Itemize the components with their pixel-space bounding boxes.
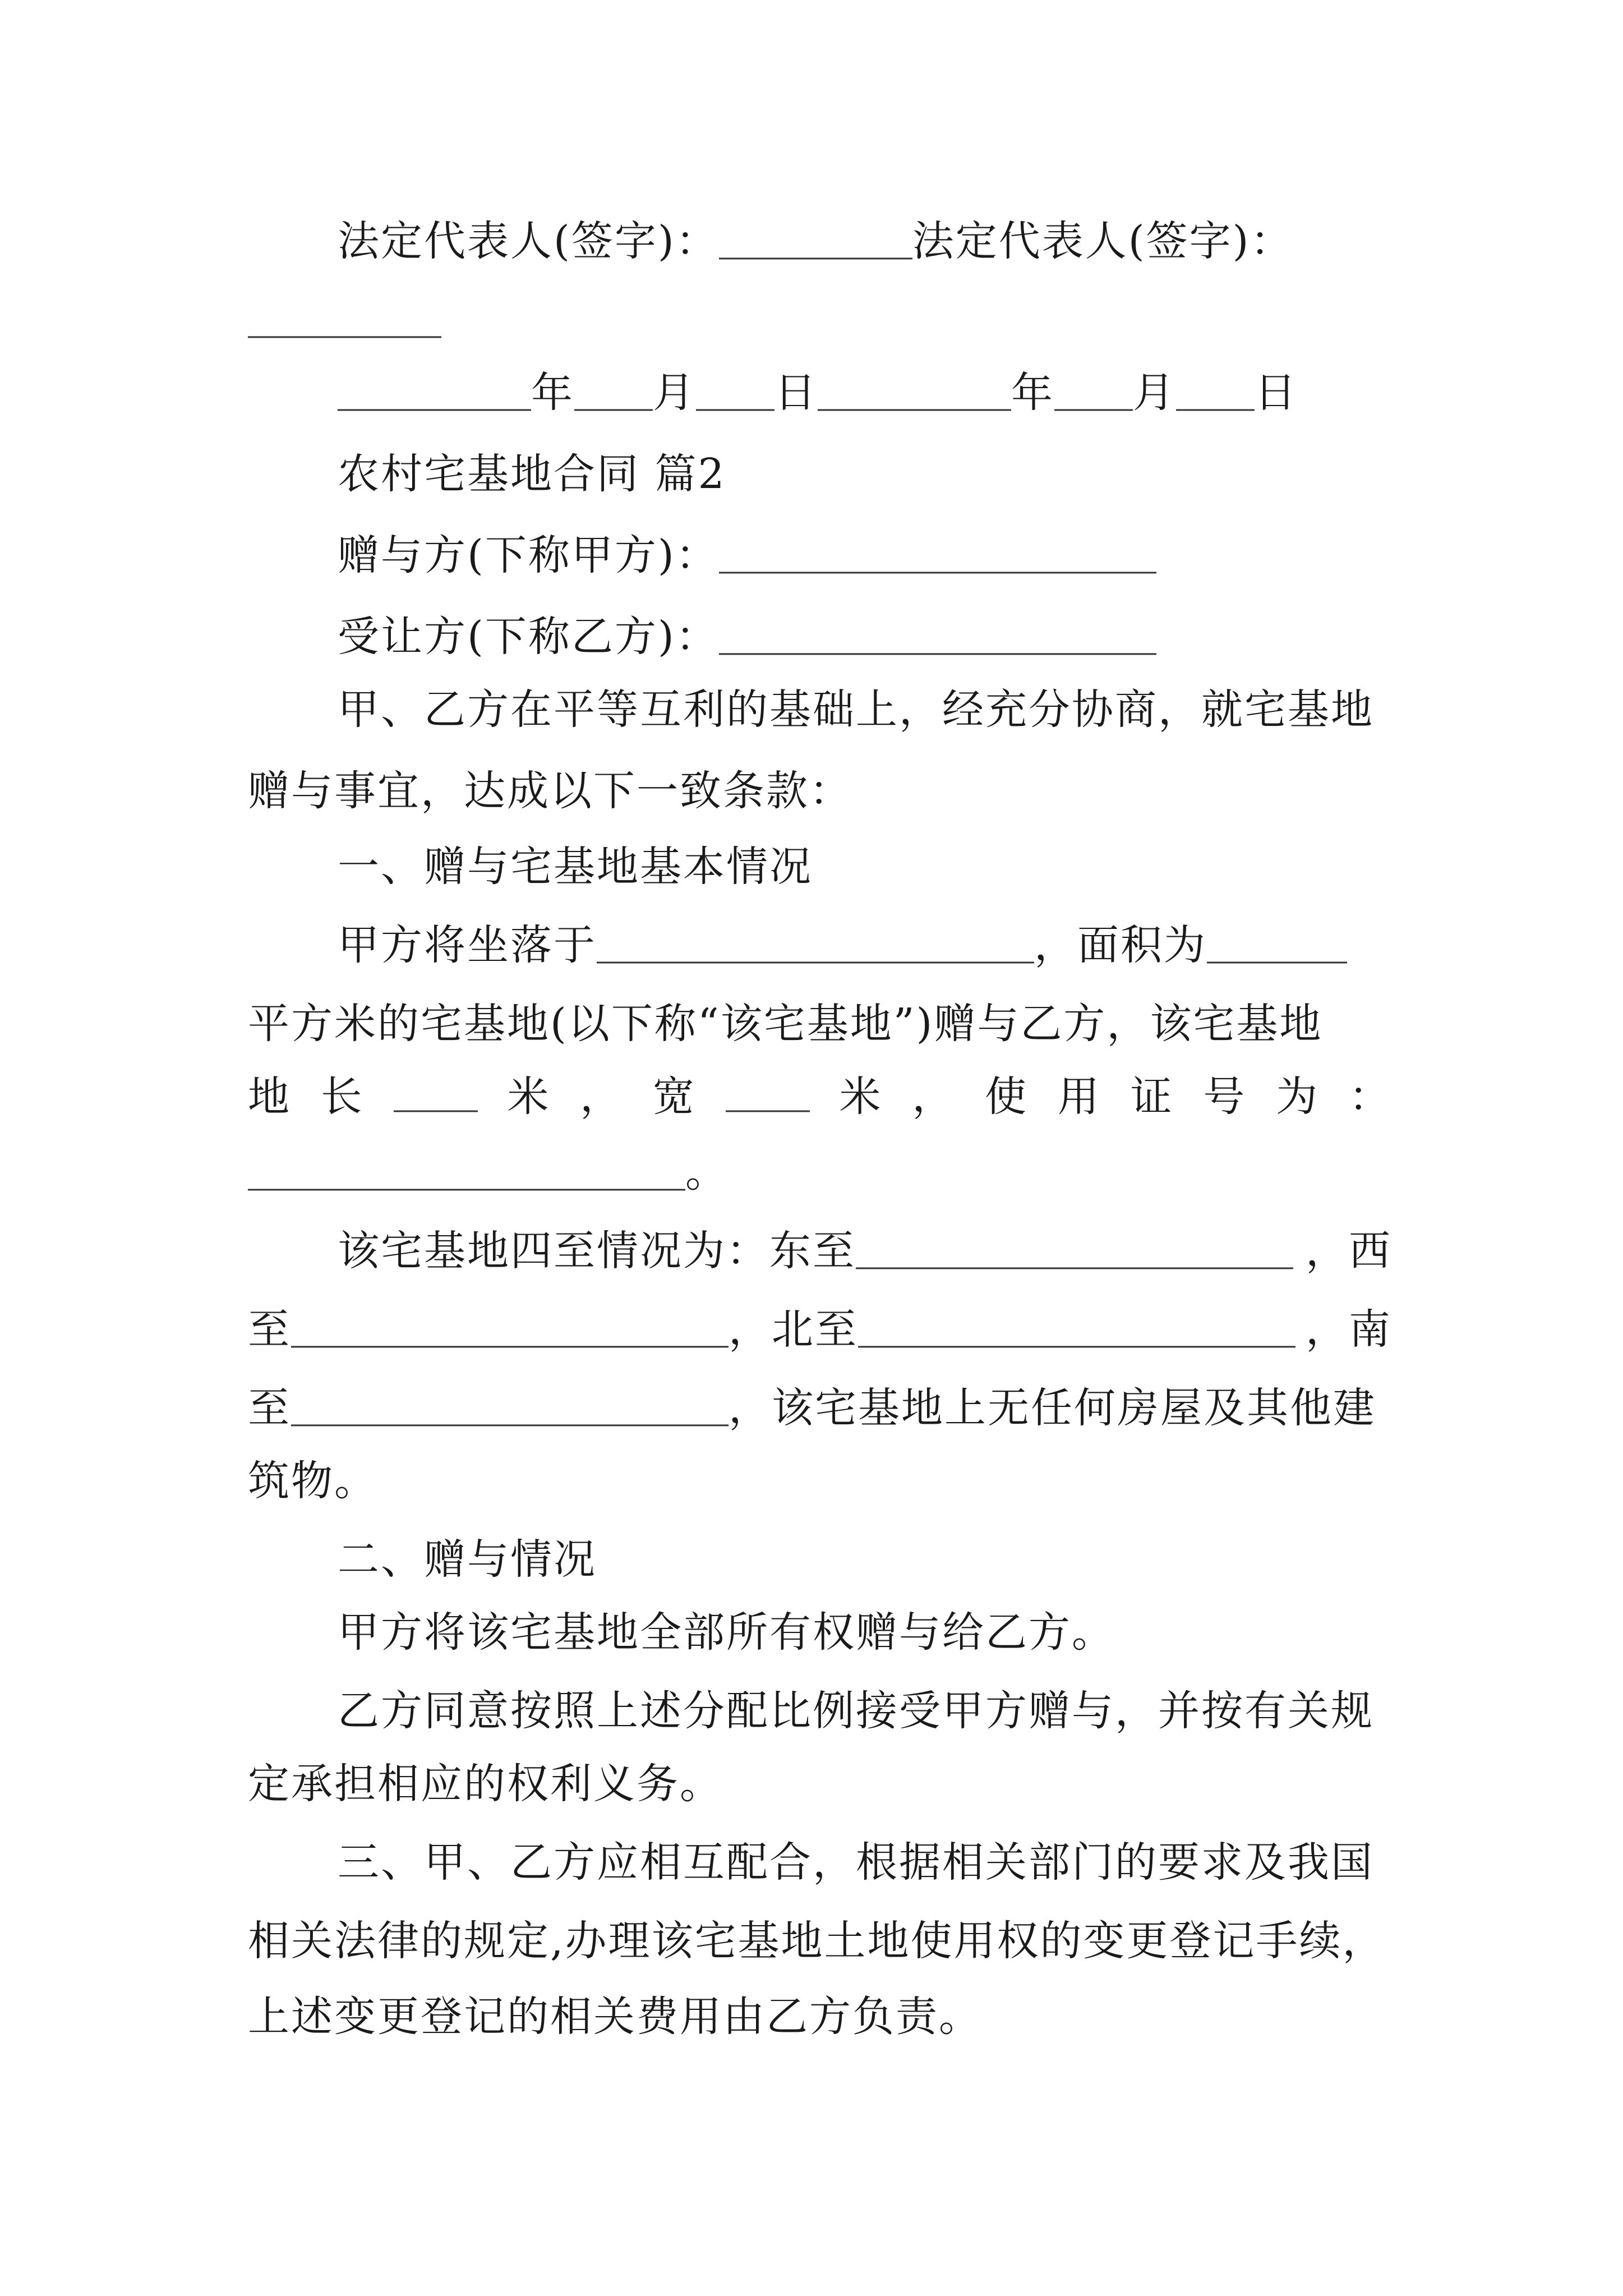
east-blank: [856, 1230, 1293, 1269]
p1-end: 。: [685, 1148, 728, 1197]
month-blank-a: [574, 372, 653, 411]
p4-line-1: 乙方同意按照上述分配比例接受甲方赠与，并按有关规: [338, 1687, 1374, 1735]
p1-l3-m: ：: [1348, 1073, 1392, 1121]
day-label-b: 日: [1255, 369, 1298, 417]
day-blank-a: [696, 372, 774, 411]
length-blank: [394, 1073, 478, 1112]
p5-line-3: 上述变更登记的相关费用由乙方负责。: [248, 1993, 982, 2041]
p4-line-2: 定承担相应的权利义务。: [248, 1760, 723, 1808]
year-blank-a: [338, 372, 531, 411]
p1-l3-a: 地: [248, 1073, 291, 1121]
p5-line-1: 三、甲、乙方应相互配合，根据相关部门的要求及我国: [338, 1838, 1374, 1887]
recipient-blank: [719, 616, 1156, 655]
p2-line-2: [248, 1301, 1392, 1358]
p2-text-b: ，西: [1306, 1227, 1392, 1275]
donor-blank: [719, 535, 1156, 574]
p1-l3-i: 用: [1057, 1073, 1101, 1121]
south-blank: [291, 1387, 728, 1427]
p5-line-2: 相关法律的规定,办理该宅基地土地使用权的变更登记手续，: [248, 1917, 1386, 1965]
p1-l3-l: 为: [1276, 1073, 1320, 1121]
heading-1: 一、赠与宅基地基本情况: [338, 843, 813, 891]
month-label-a: 月: [653, 369, 696, 417]
signature-blank-b: [248, 299, 441, 338]
month-blank-b: [1054, 372, 1133, 411]
signature-blank-a: [719, 220, 912, 260]
recipient-label: 受让方(下称乙方)：: [338, 613, 719, 661]
intro-line-2: 赠与事宜，达成以下一致条款：: [248, 767, 852, 815]
year-blank-b: [818, 372, 1011, 411]
year-label-a: 年: [531, 369, 574, 417]
p1-l3-j: 证: [1130, 1073, 1174, 1121]
p2-line-1-spread: [338, 1223, 1392, 1279]
donor-label: 赠与方(下称甲方)：: [338, 531, 719, 579]
p1-l3-k: 号: [1203, 1073, 1247, 1121]
p2-text-a: 该宅基地四至情况为：东至: [338, 1227, 856, 1275]
width-blank: [726, 1073, 810, 1112]
p1-line-1: [338, 917, 1392, 973]
p1-l3-h: 使: [985, 1073, 1029, 1121]
p1-text-a: 甲方将坐落于: [338, 921, 597, 969]
p1-l3-b: 长: [320, 1073, 364, 1121]
date-line: [338, 365, 1392, 421]
p2-text-e: ，南: [1306, 1305, 1392, 1354]
p1-l3-e: 宽: [652, 1073, 696, 1121]
p2-text-c: 至: [248, 1305, 291, 1354]
p3: 甲方将该宅基地全部所有权赠与给乙方。: [338, 1608, 1115, 1657]
north-blank: [858, 1309, 1295, 1348]
day-label-a: 日: [774, 369, 818, 417]
month-label-b: 月: [1133, 369, 1176, 417]
section-title: 农村宅基地合同 篇2: [338, 450, 726, 498]
area-blank: [1207, 924, 1347, 964]
p1-text-b: ，面积为: [1034, 921, 1207, 969]
heading-2: 二、赠与情况: [338, 1535, 597, 1584]
day-blank-b: [1176, 372, 1255, 411]
certificate-blank: [248, 1152, 685, 1191]
donor-line: [338, 527, 1392, 583]
legal-rep-label-a: 法定代表人(签字)：: [338, 217, 719, 265]
signature-line: [338, 213, 1392, 269]
p1-line-3: [248, 1069, 1392, 1125]
p1-line-2: 平方米的宅基地(以下称“该宅基地”)赠与乙方，该宅基地: [248, 1000, 1323, 1048]
p1-l3-d: ，: [580, 1073, 624, 1121]
p2-line-1: [338, 1223, 1392, 1279]
signature-blank-line: [248, 292, 1392, 348]
recipient-line: [338, 609, 1392, 665]
p1-l3-g: ，: [912, 1073, 956, 1121]
p1-l3-c: 米: [507, 1073, 551, 1121]
location-blank: [597, 924, 1034, 964]
p1-line-4: [248, 1144, 1392, 1200]
p2-line-4: 筑物。: [248, 1457, 377, 1505]
p2-line-3: [248, 1380, 1392, 1436]
west-blank: [291, 1309, 728, 1348]
p1-l3-f: 米: [839, 1073, 883, 1121]
p2-text-g: ，该宅基地上无任何房屋及其他建: [728, 1384, 1376, 1432]
p1-line-3-spread: [248, 1069, 1392, 1125]
p2-text-f: 至: [248, 1384, 291, 1432]
year-label-b: 年: [1011, 369, 1054, 417]
legal-rep-label-b: 法定代表人(签字)：: [912, 217, 1294, 265]
intro-line-1: 甲、乙方在平等互利的基础上，经充分协商，就宅基地: [338, 685, 1374, 734]
p2-line-2-spread: [248, 1301, 1392, 1358]
p2-text-d: ，北至: [728, 1305, 858, 1354]
